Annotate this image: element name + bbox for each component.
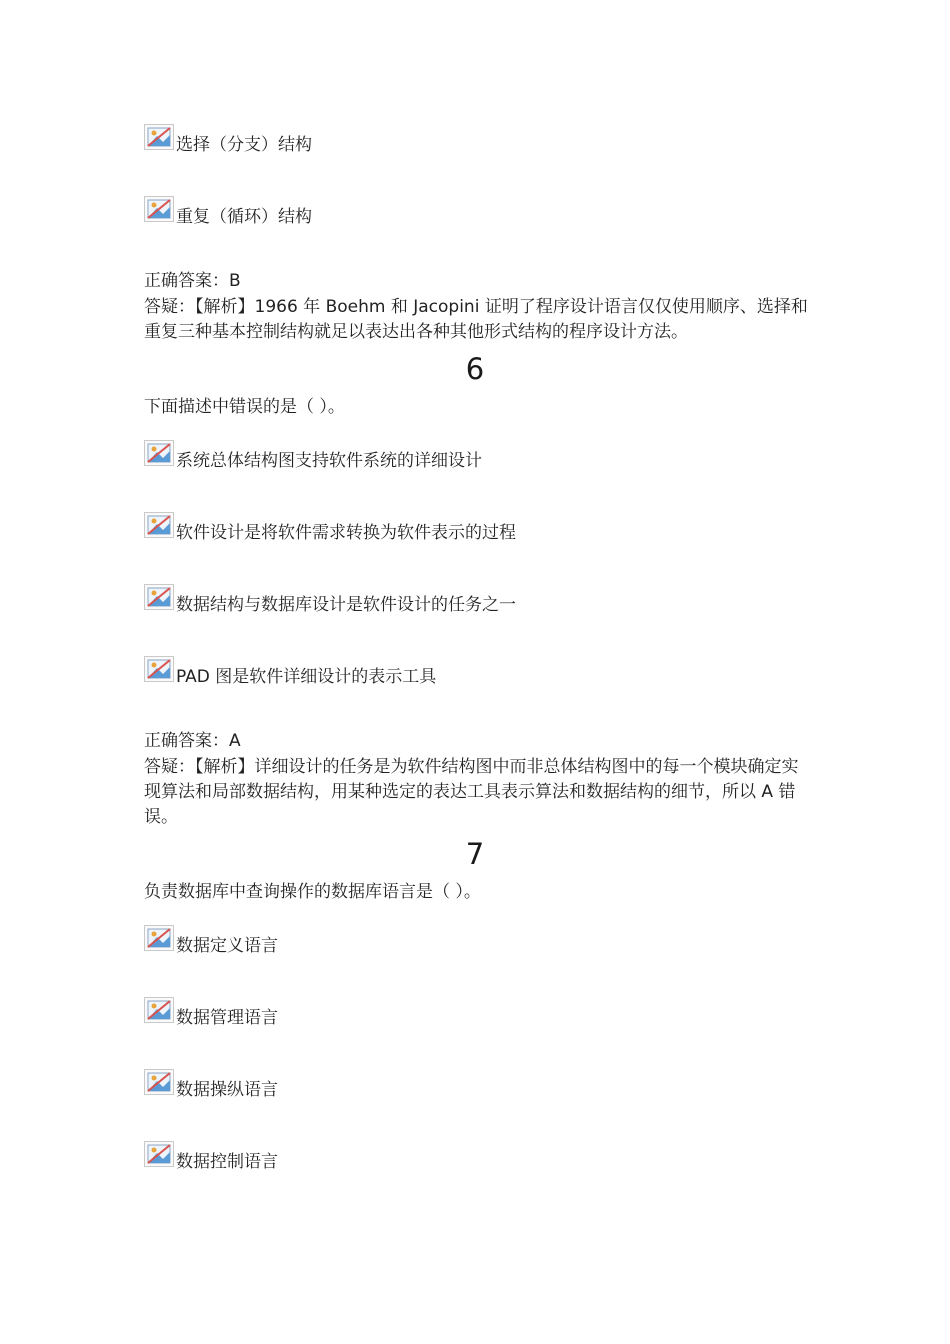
q6-option-a[interactable] [144, 440, 844, 474]
q6-explanation: 答疑：【解析】详细设计的任务是为软件结构图中而非总体结构图中的每一个模块确定实现算法和局部数据结构，用某种选定的表达工具表示算法和数据结构的细节，所以 A 错误。 [144, 757, 799, 827]
q6-option-d[interactable] [144, 656, 844, 690]
q7-question: 负责数据库中查询操作的数据库语言是（ ）。 [144, 882, 481, 902]
option-label: 数据管理语言 [176, 1008, 278, 1028]
broken-image-icon [144, 1141, 174, 1167]
option-label: 数据结构与数据库设计是软件设计的任务之一 [176, 595, 516, 615]
broken-image-icon [144, 124, 174, 150]
q5-explanation: 答疑：【解析】1966 年 Boehm 和 Jacopini 证明了程序设计语言仅仅使用顺序、选择和重复三种基本控制结构就足以表达出各种其他形式结构的程序设计方法。 [144, 297, 808, 342]
q7-option-d[interactable] [144, 1141, 844, 1175]
option-label: 数据控制语言 [176, 1152, 278, 1172]
q5-option-c[interactable] [144, 124, 844, 158]
question-number: 6 [465, 352, 485, 386]
q5-answer: 正确答案：B [144, 271, 241, 291]
option-label: PAD 图是软件详细设计的表示工具 [176, 667, 437, 687]
broken-image-icon [144, 1069, 174, 1095]
option-label: 数据定义语言 [176, 936, 278, 956]
option-label: 重复（循环）结构 [176, 207, 312, 227]
option-label: 数据操纵语言 [176, 1080, 278, 1100]
broken-image-icon [144, 440, 174, 466]
q7-option-c[interactable] [144, 1069, 844, 1103]
option-label: 选择（分支）结构 [176, 135, 312, 155]
broken-image-icon [144, 512, 174, 538]
q6-option-b[interactable] [144, 512, 844, 546]
q7-option-b[interactable] [144, 997, 844, 1031]
broken-image-icon [144, 584, 174, 610]
q6-answer: 正确答案：A [144, 731, 241, 751]
broken-image-icon [144, 925, 174, 951]
q6-question: 下面描述中错误的是（ ）。 [144, 397, 345, 417]
broken-image-icon [144, 196, 174, 222]
q5-option-d[interactable] [144, 196, 844, 230]
q6-option-c[interactable] [144, 584, 844, 618]
option-label: 软件设计是将软件需求转换为软件表示的过程 [176, 523, 516, 543]
broken-image-icon [144, 656, 174, 682]
question-number: 7 [465, 837, 485, 871]
broken-image-icon [144, 997, 174, 1023]
q7-option-a[interactable] [144, 925, 844, 959]
option-label: 系统总体结构图支持软件系统的详细设计 [176, 451, 482, 471]
